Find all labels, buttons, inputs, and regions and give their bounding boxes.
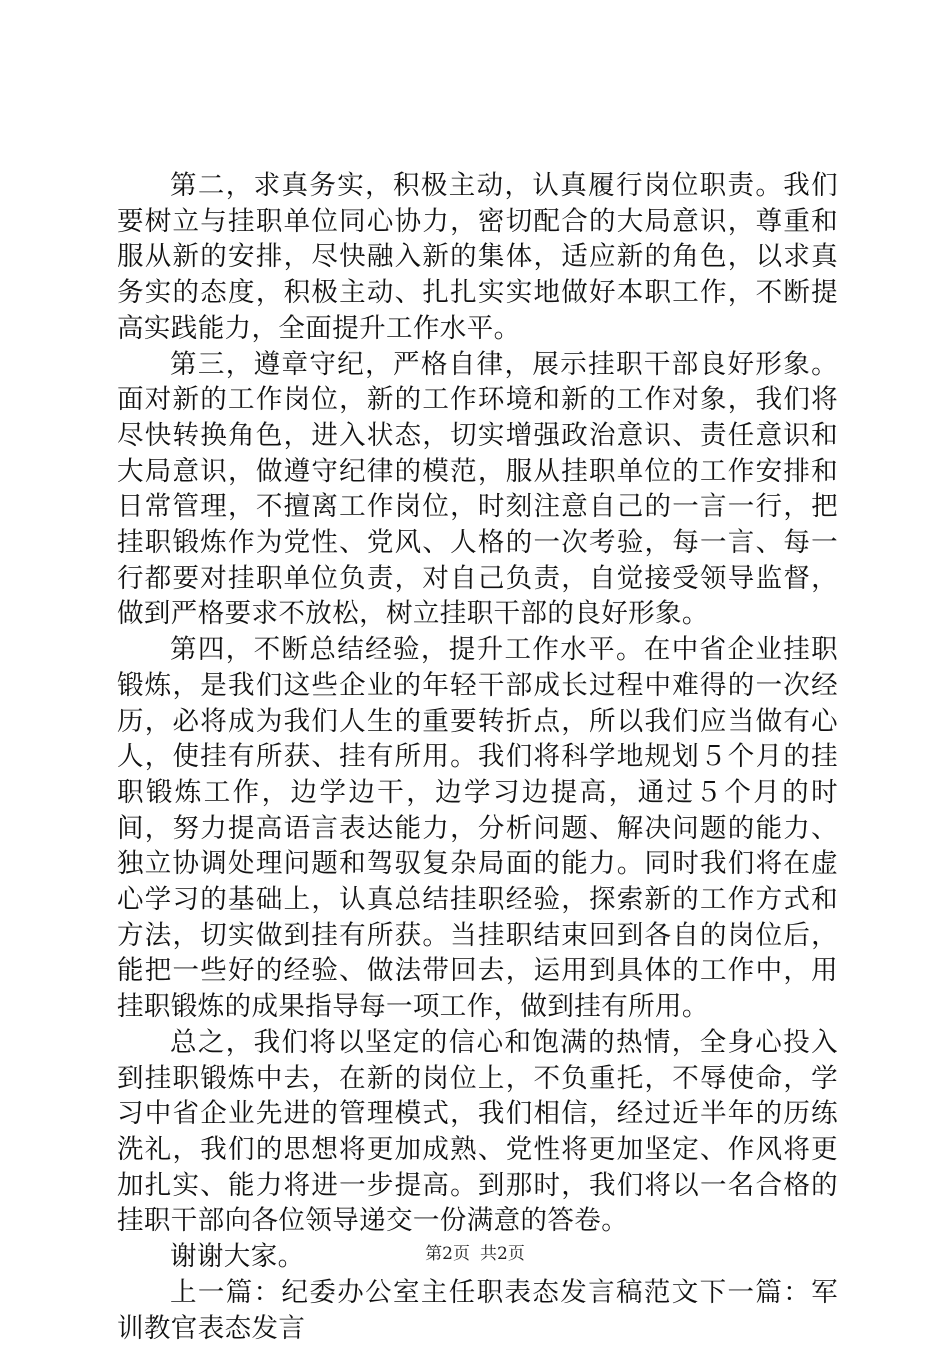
page-total: 共2页 (480, 1244, 525, 1264)
paragraph-second-point: 第二，求真务实，积极主动，认真履行岗位职责。我们要树立与挂职单位同心协力，密切配合的大局意识，尊重和服从新的安排，尽快融入新的集体，适应新的角色，以求真务实的态度，积极主动、扎扎实实地做好本职工作，不断提高实践能力，全面提升工作水平。 (117, 170, 838, 344)
paragraph-thanks: 谢谢大家。 (170, 1241, 305, 1273)
paragraph-prev-next-links: 上一篇：纪委办公室主任职表态发言稿范文下一篇：军训教官表态发言 (117, 1276, 838, 1344)
page-footer (0, 1243, 950, 1265)
document-body (117, 168, 838, 1346)
page-number: 第2页 (425, 1244, 470, 1264)
paragraph-fourth-point: 第四，不断总结经验，提升工作水平。在中省企业挂职锻炼，是我们这些企业的年轻干部成长过程中难得的一次经历，必将成为我们人生的重要转折点，所以我们应当做有心人，使挂有所获、挂有所用。我们将科学地规划５个月的挂职锻炼工作，边学边干，边学习边提高，通过５个月的时间，努力提高语言表达能力，分析问题、解决问题的能力、独立协调处理问题和驾驭复杂局面的能力。同时我们将在虚心学习的基础上，认真总结挂职经验，探索新的工作方式和方法，切实做到挂有所获。当挂职结束回到各自的岗位后，能把一些好的经验、做法带回去，运用到具体的工作中，用挂职锻炼的成果指导每一项工作，做到挂有所用。 (117, 634, 838, 1023)
paragraph-third-point: 第三，遵章守纪，严格自律，展示挂职干部良好形象。面对新的工作岗位，新的工作环境和新的工作对象，我们将尽快转换角色，进入状态，切实增强政治意识、责任意识和大局意识，做遵守纪律的模范，服从挂职单位的工作安排和日常管理，不擅离工作岗位，时刻注意自己的一言一行，把挂职锻炼作为党性、党风、人格的一次考验，每一言、每一行都要对挂职单位负责，对自己负责，自觉接受领导监督，做到严格要求不放松，树立挂职干部的良好形象。 (117, 348, 838, 630)
paragraph-conclusion: 总之，我们将以坚定的信心和饱满的热情，全身心投入到挂职锻炼中去，在新的岗位上，不负重托，不辱使命，学习中省企业先进的管理模式，我们相信，经过近半年的历练洗礼，我们的思想将更加成熟、党性将更加坚定、作风将更加扎实、能力将进一步提高。到那时，我们将以一名合格的挂职干部向各位领导递交一份满意的答卷。 (117, 1026, 838, 1237)
